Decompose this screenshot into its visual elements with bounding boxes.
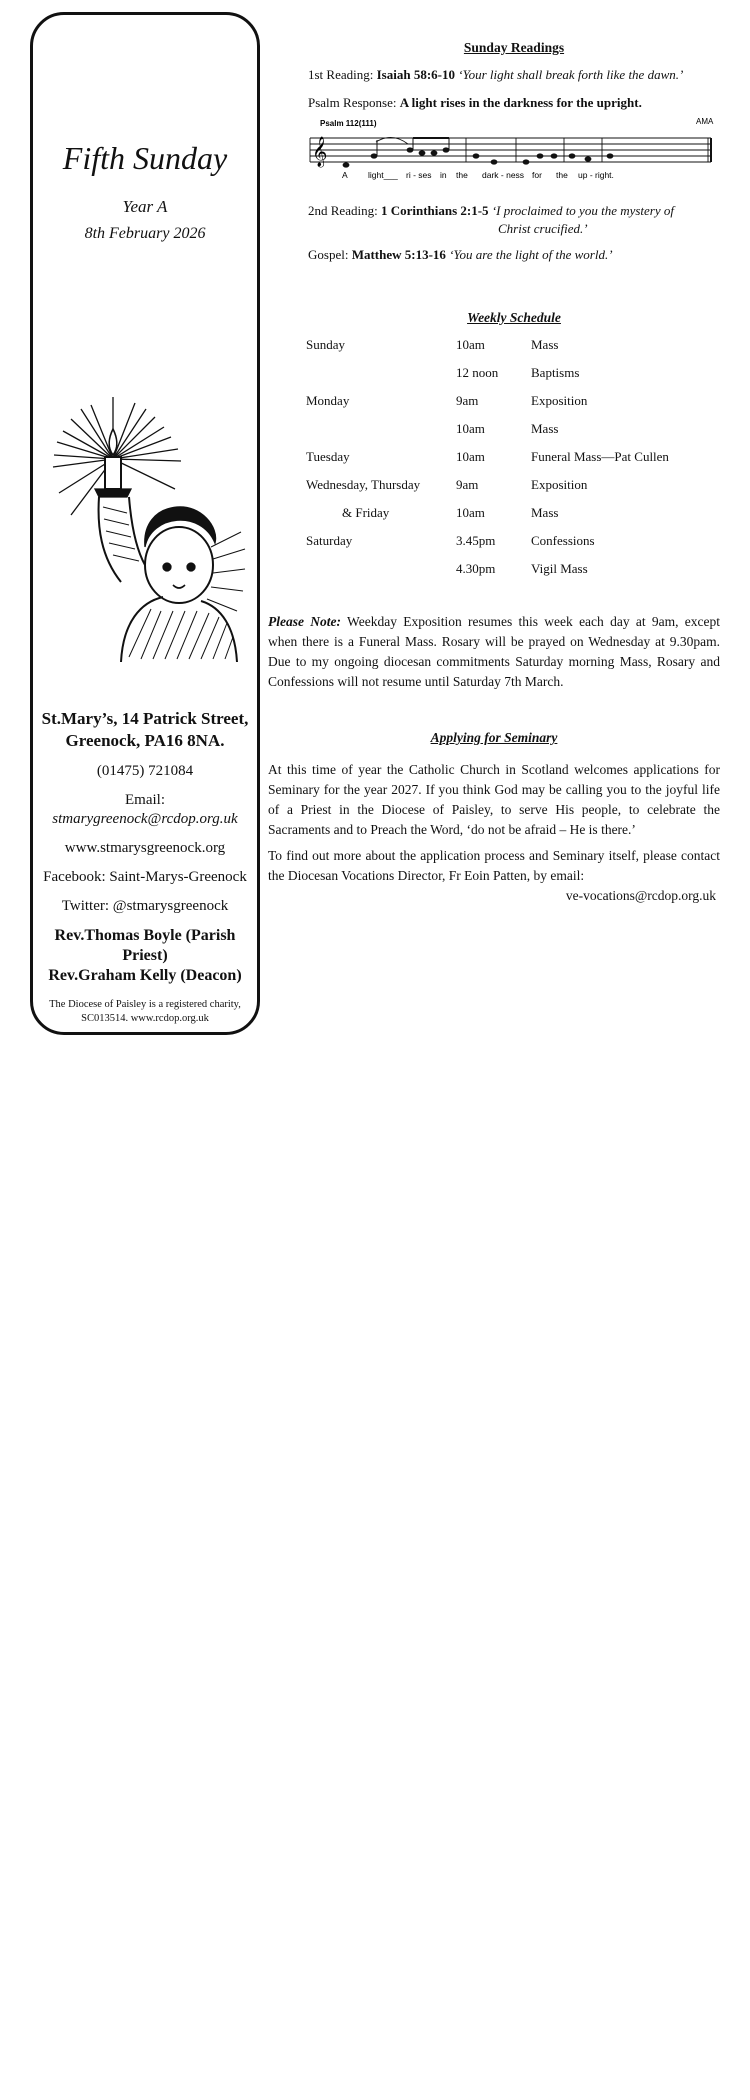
schedule-event: Vigil Mass bbox=[531, 561, 588, 576]
gospel-text: ‘You are the light of the world.’ bbox=[445, 247, 613, 262]
schedule-time: 10am bbox=[456, 449, 485, 464]
schedule-row bbox=[306, 393, 726, 421]
schedule-time: 10am bbox=[456, 337, 485, 352]
lyric-syllable: light___ bbox=[368, 170, 398, 180]
schedule-day: Tuesday bbox=[306, 449, 350, 464]
vocations-email-link[interactable]: ve-vocations@rcdop.org.uk bbox=[565, 888, 716, 903]
main-content bbox=[268, 40, 720, 903]
schedule-row bbox=[306, 505, 726, 533]
note-text: Weekday Exposition resumes this week each day at 9am, except when there is a Funeral Mass. Rosary will be prayed on Wednesday at 9.30pam. Due to my ongoing diocesan commitments Saturday morning Mass, Rosary and Confessions will not resume until Saturday 7th March. bbox=[268, 614, 720, 689]
seminary-paragraph-2: To find out more about the application process and Seminary itself, please contact the Diocesan Vocations Director, Fr Eoin Patten, by email: bbox=[268, 848, 720, 883]
facebook-link[interactable]: Facebook: Saint-Marys-Greenock bbox=[43, 869, 247, 885]
schedule-event: Confessions bbox=[531, 533, 595, 548]
sunday-title: Fifth Sunday bbox=[62, 140, 228, 176]
liturgical-year: Year A bbox=[122, 197, 168, 216]
seminary-heading: Applying for Seminary bbox=[430, 730, 558, 745]
deacon: Rev.Graham Kelly (Deacon) bbox=[48, 967, 242, 984]
lyric-syllable: the bbox=[556, 170, 568, 180]
lyric-syllable: the bbox=[456, 170, 468, 180]
schedule-event: Baptisms bbox=[531, 365, 580, 380]
psalm-text: A light rises in the darkness for the upright. bbox=[399, 95, 642, 110]
psalm-music-staff bbox=[306, 118, 716, 198]
second-reading-prefix: 2nd Reading: bbox=[308, 203, 381, 218]
website-link[interactable]: www.stmarysgreenock.org bbox=[64, 840, 226, 856]
music-title: Psalm 112(111) bbox=[320, 119, 377, 128]
schedule-day: Saturday bbox=[306, 533, 353, 548]
psalm-response bbox=[308, 94, 720, 112]
schedule-time: 10am bbox=[456, 505, 485, 520]
first-reading-ref: Isaiah 58:6-10 bbox=[376, 67, 455, 82]
schedule-time: 4.30pm bbox=[456, 561, 496, 576]
schedule-event: Exposition bbox=[531, 393, 588, 408]
schedule-time: 9am bbox=[456, 393, 479, 408]
treble-clef-icon: 𝄞 bbox=[312, 137, 328, 167]
twitter-link[interactable]: Twitter: @stmarysgreenock bbox=[61, 898, 229, 914]
charity-line-2: SC013514. www.rcdop.org.uk bbox=[81, 1013, 209, 1024]
schedule-row bbox=[306, 561, 726, 589]
second-reading-text-cont: Christ crucified.’ bbox=[498, 221, 588, 236]
lyric-syllable: up - right. bbox=[578, 170, 614, 180]
seminary-paragraph-1: At this time of year the Catholic Church in Scotland welcomes applications for Seminary for the year 2027. If you think God may be calling you to the joyful life of a Priest in the Diocese of Paisley, to serve His people, to celebrate the Sacraments and to Preach the Word, ‘do not be afraid – He is there.’ bbox=[268, 762, 720, 837]
sidebar-panel bbox=[30, 12, 260, 1035]
schedule-day: Sunday bbox=[306, 337, 345, 352]
schedule-row bbox=[306, 449, 726, 477]
gospel-reading bbox=[308, 246, 720, 264]
note-label: Please Note: bbox=[268, 614, 342, 629]
staff-lines bbox=[310, 138, 711, 162]
lyric-syllable: dark - ness bbox=[482, 170, 525, 180]
first-reading-prefix: 1st Reading: bbox=[308, 67, 377, 82]
schedule-event: Mass bbox=[531, 337, 559, 352]
weekly-schedule-table bbox=[306, 337, 726, 589]
phone-number: (01475) 721084 bbox=[96, 763, 194, 779]
schedule-time: 9am bbox=[456, 477, 479, 492]
clergy-list bbox=[33, 926, 257, 986]
schedule-row bbox=[306, 365, 726, 393]
child-holding-candle-illustration bbox=[51, 397, 247, 662]
music-notes bbox=[343, 138, 614, 168]
schedule-time: 12 noon bbox=[456, 365, 499, 380]
psalm-prefix: Psalm Response: bbox=[308, 95, 400, 110]
schedule-row bbox=[306, 337, 726, 365]
parish-address bbox=[33, 708, 257, 752]
schedule-event: Exposition bbox=[531, 477, 588, 492]
parish-contact-block bbox=[33, 708, 257, 1026]
music-credit: AMA bbox=[696, 118, 714, 126]
schedule-day: & Friday bbox=[342, 505, 390, 520]
schedule-row bbox=[306, 421, 726, 449]
gospel-prefix: Gospel: bbox=[308, 247, 352, 262]
charity-line-1: The Diocese of Paisley is a registered charity, bbox=[49, 999, 241, 1010]
second-reading-text: ‘I proclaimed to you the mystery of bbox=[488, 203, 675, 218]
gospel-ref: Matthew 5:13-16 bbox=[351, 247, 446, 262]
address-line-1: St.Mary’s, 14 Patrick Street, bbox=[41, 709, 249, 728]
bulletin-date: 8th February 2026 bbox=[84, 225, 206, 242]
first-reading-text: ‘Your light shall break forth like the dawn.’ bbox=[454, 67, 684, 82]
sunday-readings-heading: Sunday Readings bbox=[463, 40, 565, 55]
schedule-day: Monday bbox=[306, 393, 350, 408]
schedule-event: Mass bbox=[531, 421, 559, 436]
address-line-2: Greenock, PA16 8NA. bbox=[65, 731, 225, 750]
schedule-row bbox=[306, 533, 726, 561]
schedule-row bbox=[306, 477, 726, 505]
weekly-schedule-heading: Weekly Schedule bbox=[467, 310, 561, 325]
schedule-day: Wednesday, Thursday bbox=[306, 477, 421, 492]
schedule-time: 10am bbox=[456, 421, 485, 436]
schedule-event: Mass bbox=[531, 505, 559, 520]
email-label: Email: bbox=[125, 792, 165, 808]
lyric-syllable: in bbox=[440, 170, 447, 180]
lyric-syllable: for bbox=[532, 170, 542, 180]
music-lyrics bbox=[342, 170, 614, 180]
schedule-time: 3.45pm bbox=[456, 533, 496, 548]
charity-notice bbox=[33, 998, 257, 1026]
second-reading bbox=[308, 202, 720, 238]
first-reading bbox=[308, 66, 720, 84]
lyric-syllable: A bbox=[342, 170, 348, 180]
please-note bbox=[268, 612, 720, 692]
email-link[interactable]: stmarygreenock@rcdop.org.uk bbox=[52, 811, 238, 827]
second-reading-ref: 1 Corinthians 2:1-5 bbox=[380, 203, 489, 218]
parish-priest: Rev.Thomas Boyle (Parish Priest) bbox=[54, 927, 236, 964]
schedule-event: Funeral Mass—Pat Cullen bbox=[531, 449, 669, 464]
lyric-syllable: ri - ses bbox=[406, 170, 432, 180]
